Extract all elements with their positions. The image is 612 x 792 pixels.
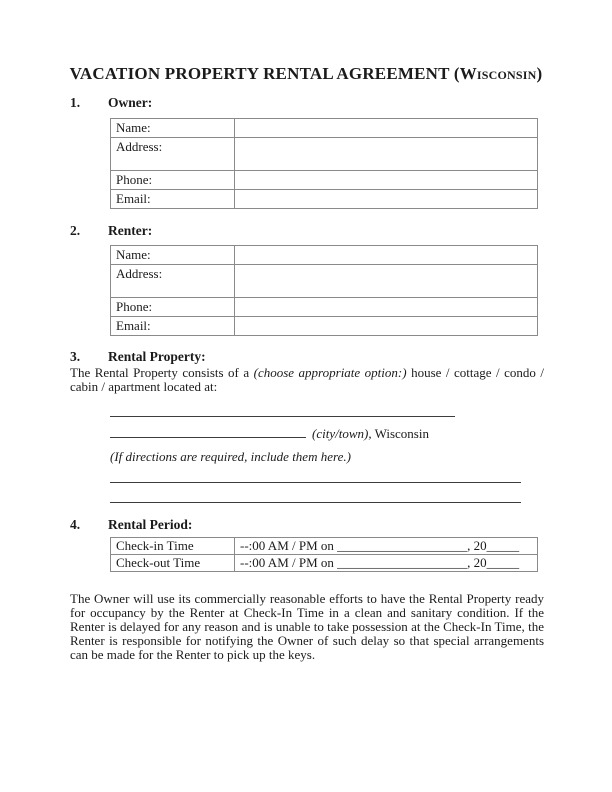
owner-address-value bbox=[235, 138, 538, 171]
city-town-label bbox=[312, 426, 429, 442]
property-intro-text-2: house / cottage / condo / cabin / apartment located at: bbox=[70, 365, 544, 394]
renter-address-label: Address: bbox=[111, 265, 235, 298]
document-title-prefix: VACATION PROPERTY RENTAL AGREEMENT ( bbox=[69, 64, 460, 83]
owner-email-row bbox=[111, 190, 538, 209]
property-address-line-1 bbox=[110, 416, 455, 417]
renter-email-label: Email: bbox=[111, 317, 235, 336]
section-3-number: 3. bbox=[70, 349, 81, 364]
section-1-heading bbox=[70, 95, 550, 111]
renter-name-row bbox=[111, 246, 538, 265]
document-title bbox=[0, 64, 612, 84]
closing-paragraph: The Owner will use its commercially reasonable efforts to have the Rental Property ready for occupancy by the Renter at Check-In Time in a clean and sanitary condition. If the Renter is delayed for any reason and is unable to take possession at the Check-In Time, the Renter is responsible for notifying the Owner of such delay so that special arrangements can be made for the Renter to pick up the keys. bbox=[70, 591, 544, 662]
owner-address-label: Address: bbox=[111, 138, 235, 171]
section-4-heading bbox=[70, 517, 550, 533]
directions-line-1 bbox=[110, 482, 521, 483]
document-title-state: Wisconsin bbox=[459, 64, 537, 83]
owner-email-label: Email: bbox=[111, 190, 235, 209]
section-1-label: Owner: bbox=[108, 95, 153, 110]
section-3-label: Rental Property: bbox=[108, 349, 206, 364]
check-out-label: Check-out Time bbox=[111, 555, 235, 572]
check-out-value: --:00 AM / PM on ____________________, 20_____ bbox=[235, 555, 538, 572]
section-2-heading bbox=[70, 223, 550, 239]
section-4-number: 4. bbox=[70, 517, 81, 532]
section-3-heading bbox=[70, 349, 550, 365]
document-title-suffix: ) bbox=[536, 64, 543, 83]
owner-name-label: Name: bbox=[111, 119, 235, 138]
renter-email-value bbox=[235, 317, 538, 336]
check-out-row bbox=[111, 555, 538, 572]
property-intro-paragraph bbox=[70, 366, 544, 394]
section-1-number: 1. bbox=[70, 95, 81, 110]
renter-phone-label: Phone: bbox=[111, 298, 235, 317]
rental-period-table bbox=[110, 537, 538, 572]
owner-phone-value bbox=[235, 171, 538, 190]
city-town-label-state: Wisconsin bbox=[371, 426, 429, 441]
property-intro-option-note: (choose appropriate option:) bbox=[253, 365, 407, 380]
renter-address-value bbox=[235, 265, 538, 298]
directions-line-2 bbox=[110, 502, 521, 503]
owner-email-value bbox=[235, 190, 538, 209]
city-town-label-italic: (city/town), bbox=[312, 426, 372, 441]
property-intro-text-1: The Rental Property consists of a bbox=[70, 365, 254, 380]
renter-email-row bbox=[111, 317, 538, 336]
section-4-label: Rental Period: bbox=[108, 517, 193, 532]
check-in-row bbox=[111, 538, 538, 555]
section-2-number: 2. bbox=[70, 223, 81, 238]
renter-table bbox=[110, 245, 538, 336]
owner-address-row bbox=[111, 138, 538, 171]
property-city-line bbox=[110, 437, 306, 438]
owner-phone-row bbox=[111, 171, 538, 190]
check-in-value: --:00 AM / PM on ____________________, 20_____ bbox=[235, 538, 538, 555]
renter-name-value bbox=[235, 246, 538, 265]
owner-phone-label: Phone: bbox=[111, 171, 235, 190]
section-2-label: Renter: bbox=[108, 223, 153, 238]
owner-name-row bbox=[111, 119, 538, 138]
renter-address-row bbox=[111, 265, 538, 298]
owner-name-value bbox=[235, 119, 538, 138]
renter-phone-value bbox=[235, 298, 538, 317]
directions-note: (If directions are required, include them here.) bbox=[110, 449, 351, 464]
owner-table bbox=[110, 118, 538, 209]
renter-phone-row bbox=[111, 298, 538, 317]
renter-name-label: Name: bbox=[111, 246, 235, 265]
check-in-label: Check-in Time bbox=[111, 538, 235, 555]
